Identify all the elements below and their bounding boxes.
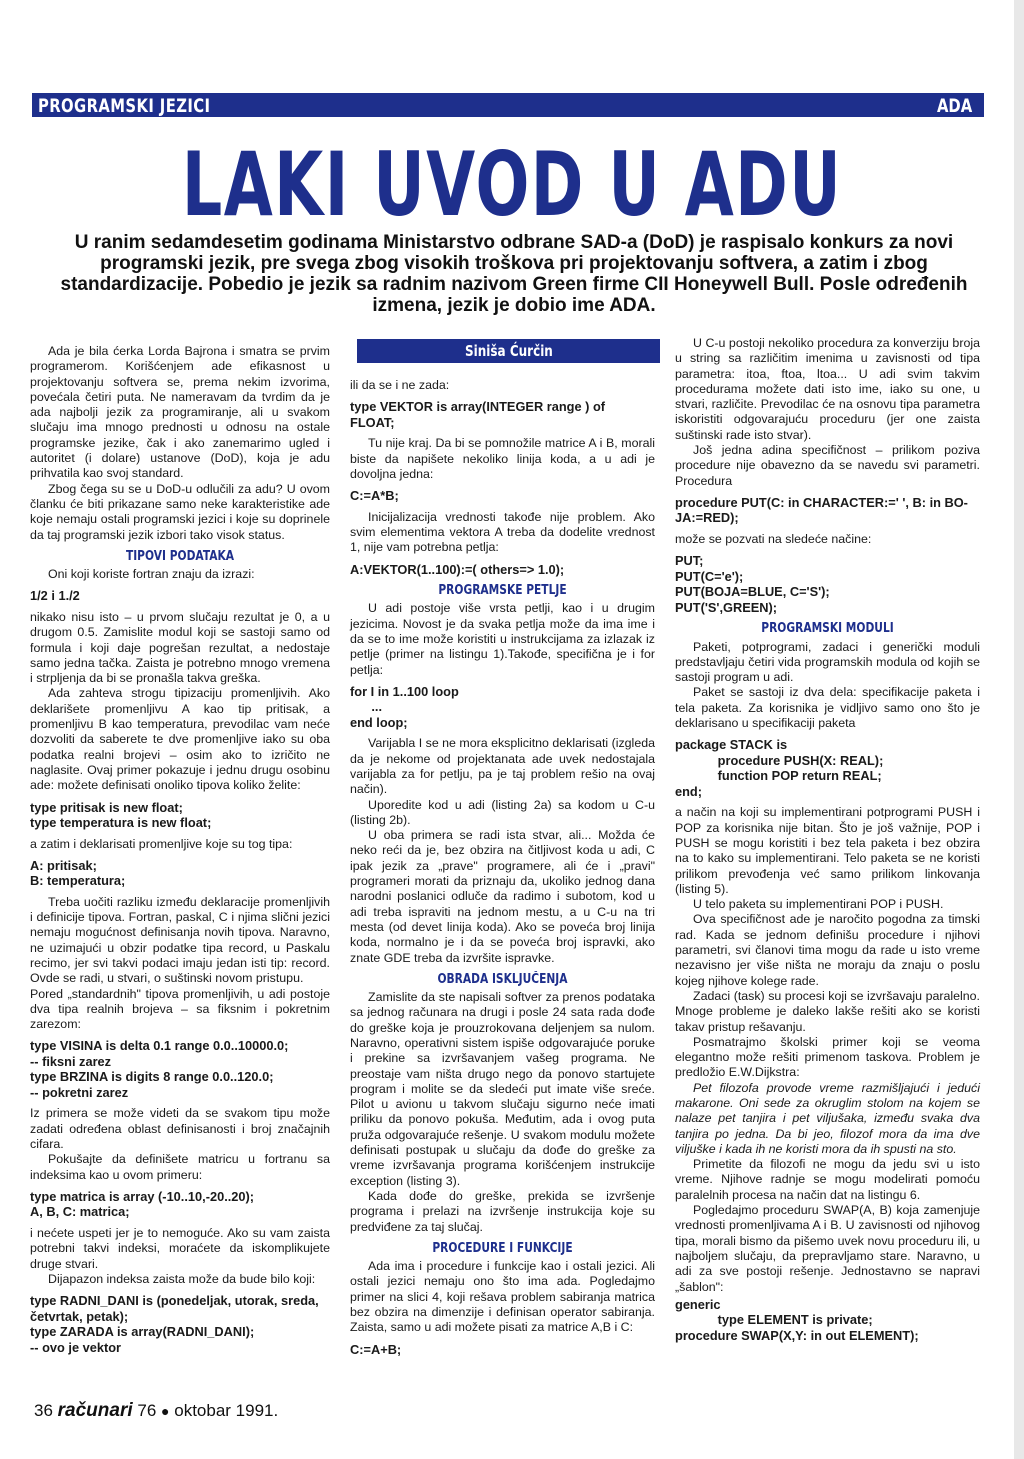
code-snippet: C:=A*B; (350, 488, 399, 504)
paragraph: a zatim i deklarisati promenljive koje su tog tipa: (30, 836, 293, 851)
code-snippet: package STACK is procedure PUSH(X: REAL); function POP return REAL; end; (675, 737, 884, 799)
paragraph: Iz primera se može videti da se svakom tipu može zadati određena oblast definisanosti i broj značajnih cifara. (30, 1106, 330, 1152)
paragraph: Još jedna adina specifičnost – prilikom poziva procedure nije obavezno da se navedu svi parametri. Procedura (675, 443, 980, 488)
paragraph: Oni koji koriste fortran znaju da izrazi: (48, 567, 255, 582)
paragraph: U telo paketa su implementirani POP i PUSH. (693, 897, 944, 912)
paragraph: U C-u postoji nekoliko procedura za konverziju broja u string sa različitim imenima u zavisnosti od tipa parametra: itoa, ftoa, ltoa... U adi svim takvim procedurama možete dati isto ime, iako su one, u stvari, različite. Prevodilac će na osnovu tipa parametra iskoristiti odgovarajuću proceduru (jer one zaista suštinski rade isto stvar). (675, 336, 980, 442)
section-heading: PROGRAMSKI MODULI (761, 621, 894, 637)
code-snippet: A: pritisak; B: temperatura; (30, 857, 126, 889)
column-3 (675, 336, 980, 1349)
article-title: LAKI UVOD U ADU (181, 133, 843, 236)
paragraph: Zadaci (task) su procesi koji se izvršavaju paralelno. Mnoge probleme je daleko lakše rešiti ako se koristi takav pristup rešavanju. (675, 988, 980, 1034)
section-banner (32, 93, 984, 117)
paragraph: Ada je bila ćerka Lorda Bajrona i smatra se prvim programerom. Korišćenjem ade efikasnost u projektovanju softvera se, prema nekim izvorima, povećala četiri puta. Ne nameravam da tvrdim da je ada najbolji jezik za programiranje, ali u svakom slučaju ima mnogo prednosti u odnosu na ostale programske jezike, čak i ako zanemarimo ugled i autoritet (i dolare) ustanove (DoD), koja je adu prihvatila kao svoj standard. (30, 344, 330, 481)
code-snippet: 1/2 i 1./2 (30, 588, 80, 604)
paragraph: Pokušajte da definišete matricu u fortranu sa indeksima kao u ovom primeru: (30, 1152, 330, 1182)
section-tag: ADA (936, 95, 972, 117)
paragraph: Uporedite kod u adi (listing 2a) sa kodom u C-u (listing 2b). (350, 797, 655, 827)
section-heading: OBRADA ISKLJUČENJA (437, 971, 568, 987)
paragraph: U adi postoje više vrsta petlji, kao i u drugim jezicima. Novost je da svaka petlja može da ima ime i da se to ime može koristiti u instrukcijama za izlazak iz petlje (primer na listingu 1).Takođe, specifična je i for petlja: (350, 601, 655, 677)
paragraph: Posmatrajmo školski primer koji se veoma elegantno može rešiti primenom taskova. Problem je predložio E.W.Dijkstra: (675, 1034, 980, 1080)
section-heading: PROGRAMSKE PETLJE (438, 583, 567, 599)
code-snippet: type matrica is array (-10..10,-20..20); A, B, C: matrica; (30, 1188, 255, 1220)
column-1 (30, 344, 330, 1361)
paragraph: Paketi, potprogrami, zadaci i generički moduli predstavljaju četiri vida programskih modula od kojih se sastoji program u adi. (675, 639, 980, 685)
author-name: Siniša Ćurčin (464, 342, 553, 360)
issue-date: oktobar 1991. (174, 1401, 279, 1420)
column-2 (350, 378, 655, 1363)
paragraph: Ova specifičnost ade je naročito pogodna za timski rad. Kada se jednom definišu procedure i njihovi parametri, svi članovi tima mogu da rade u isto vreme nezavisno jer više ništa ne moraju da znaju o poslu kojeg njihove kolege rade. (675, 912, 980, 988)
paragraph: Ada ima i procedure i funkcije kao i ostali jezici. Ali ostali jezici nemaju ono što ima ada. Pogledajmo primer na slici 4, koji rešava problem sabiranja matrica bez obzira na dimenzije i definisan operator sabiranja. Zaista, samo u adi možete pisati za matrice A,B i C: (350, 1259, 655, 1335)
section-heading: PROCEDURE I FUNKCIJE (432, 1240, 573, 1256)
paragraph: ili da se i ne zada: (350, 378, 450, 392)
code-snippet: for I in 1..100 loop ... end loop; (350, 683, 459, 730)
code-snippet: procedure PUT(C: in CHARACTER:=' ', B: in BO- JA:=RED); (675, 494, 968, 526)
paragraph: Tu nije kraj. Da bi se pomnožile matrice A i B, morali biste da napišete nekoliko linija koda, a u adi je dovoljna jedna: (350, 436, 655, 481)
paragraph: i nećete uspeti jer je to nemoguće. Ako su vam zaista potrebni takvi indeksi, moraćete da iskomplikujete druge stvari. (30, 1225, 330, 1271)
paragraph: Treba uočiti razliku između deklaracije promenljivih i definicije tipova. Fortran, paskal, C i njima slični jezici nemaju mogućnost definisanja novih tipova. Naravno, ne uzimajući u obzir podatke tipa record, u Paskalu recimo, jer svi takvi podaci imaju jedan isti tip: record. Ovde se radi, u stvari, o suštinski novom pristupu. (30, 894, 330, 986)
issue-number: 76 (137, 1401, 157, 1420)
code-snippet: type VEKTOR is array(INTEGER range ) of FLOAT; (350, 399, 606, 430)
magazine-name: računari (57, 1400, 133, 1421)
paragraph: Zbog čega su se u DoD-u odlučili za adu? U ovom članku će biti prikazane samo neke karakteristike ade koje nemaju ostali programski jezici i koje su doprinele da taj programski jezik izbori tako visok status. (30, 481, 330, 542)
paragraph: U oba primera se radi ista stvar, ali... Možda će neko reći da je, bez obzira na čitljivost koda u adi, C ipak jezik za „prave" programere, ali će i „pravi" programeri morati da priznaju da, ukoliko jednog dana narodni poslanici odluče da radimo i subotom, kod u adi treba ispraviti na jednom mestu, a u C-u na tri mesta (od devet linija koda). Ako se poveća broj linija koda, normalno je i da se poveća broj ispravki, ako znate GDE treba da izvršite ispravke. (350, 828, 655, 965)
code-snippet: generic type ELEMENT is private; procedure SWAP(X,Y: in out ELEMENT); (675, 1296, 919, 1343)
author-box (357, 339, 660, 363)
section-heading: TIPOVI PODATAKA (125, 548, 235, 564)
bullet-separator: ● (161, 1403, 170, 1419)
code-snippet: C:=A+B; (350, 1341, 402, 1357)
page-number: 36 (34, 1401, 53, 1420)
paragraph: Pogledajmo proceduru SWAP(A, B) koja zamenjuje vrednosti promenljivama A i B. U zavisnosti od njihovog tipa, morali bismo da pišemo uvek novu proceduru ili, u najboljem slučaju, da prepravljamo stare. Naravno, u adi za sve postoji rešenje. Jednostavno se napravi „šablon": (675, 1203, 980, 1294)
paragraph: Zamislite da ste napisali softver za prenos podataka sa jednog računara na drugi i posle 24 sata rada dođe do greške koja je prouzrokovana deljenjem sa nulom. Naravno, operativni sistem ispiše odgovarajuće poruke i prekine sa izvršavanjem vašeg programa. Ne preostaje vam ništa drugo nego da ponovo startujete program i molite se da sledeći put imate više sreće. Pilot u avionu u takvom slučaju sigurno neće imati priliku da ponovo pokuša. Međutim, ada i ovog puta pruža odgovarajuće rešenje. U svakom modulu možete definisati postupak u slučaju da dođe do greške za vreme izvršavanja programa korišćenjem instrukcije exception (listing 3). (350, 990, 655, 1188)
paragraph: nikako nisu isto – u prvom slučaju rezultat je 0, a u drugom 0.5. Zamislite modul koji se sastoji samo od formula i koji daje pogrešan rezultat, a nedostaje samo jedna tačka. Zaista je potrebno mnogo vremena i strpljenja da bi se pronašla takva greška. (30, 609, 330, 686)
page-edge (1014, 0, 1024, 1459)
paragraph: Primetite da filozofi ne mogu da jedu svi u isto vreme. Njihove radnje se mogu modelirati pomoću paralelnih procesa na način dat na listingu 6. (675, 1157, 980, 1202)
code-snippet: type RADNI_DANI is (ponedeljak, utorak, sreda, četvrtak, petak); type ZARADA is array(RADNI_DANI); -- ovo je vektor (30, 1293, 319, 1355)
paragraph: može se pozvati na sledeće načine: (675, 531, 872, 546)
paragraph: Dijapazon indeksa zaista može da bude bilo koji: (48, 1271, 316, 1286)
paragraph: Varijabla I se ne mora eksplicitno deklarisati (izgleda da je nekome od projektanata ade uvek nedostajala varijabla za for petlju, pa je taj problem rešio na ovaj način). (350, 736, 655, 797)
paragraph: Paket se sastoji iz dva dela: specifikacije paketa i tela paketa. Za korisnika je vidljivo samo ono što je deklarisano u specifikaciji paketa (675, 685, 980, 731)
code-snippet: PUT; PUT(C='e'); PUT(BOJA=BLUE, C='S'); PUT('S',GREEN); (675, 553, 830, 615)
page-footer (34, 1400, 278, 1422)
paragraph: Kada dođe do greške, prekida se izvršenje programa i prelazi na izvršenje instrukcija koje su predviđene za taj slučaj. (350, 1188, 655, 1234)
article-lead: U ranim sedamdesetim godinama Ministarstvo odbrane SAD-a (DoD) je raspisalo konkurs za novi programski jezik, pre svega zbog visokih troškova pri projektovanju softvera, a zatim i zbog standardizacije. Pobedio je jezik sa radnim nazivom Green firme CII Honeywell Bull. Posle određenih izmena, jezik je dobio ime ADA. (60, 232, 968, 316)
code-snippet: type pritisak is new float; type temperatura is new float; (30, 799, 212, 831)
quote-paragraph: Pet filozofa provode vreme razmišljajući i jedući makarone. Oni sede za okruglim stolom na kojem se nalaze pet tanjira i pet viljušaka, između svaka dva tanjira po jedna. Da bi jeo, filozof mora da ima dve viljuške i kada ih ne koristi mora da ih spusti na sto. (675, 1080, 980, 1156)
code-snippet: A:VEKTOR(1..100):=( others=> 1.0); (350, 561, 565, 577)
paragraph: a način na koji su implementirani potprogrami PUSH i POP za korisnika nije bitan. Što je još važnije, POP i PUSH se mogu koristiti i bez tela paketa i bez obzira na to kako su implementirani. Telo paketa se ne koristi prilikom prevođenja već samo prilikom linkovanja (listing 5). (675, 805, 980, 896)
paragraph: Pored „standardnih" tipova promenljivih, u adi postoje dva tipa realnih brojeva – sa fiksnim i pokretnim zarezom: (30, 986, 330, 1032)
paragraph: Inicijalizacija vrednosti takođe nije problem. Ako svim elementima vektora A treba da dodelite vrednost 1, nije vam potrebna petlja: (350, 509, 655, 555)
section-label: PROGRAMSKI JEZICI (38, 95, 211, 117)
code-snippet: type VISINA is delta 0.1 range 0.0..10000.0; -- fiksni zarez type BRZINA is digits 8 range 0.0..120.0; -- pokretni zarez (30, 1038, 289, 1100)
paragraph: Ada zahteva strogu tipizaciju promenljivih. Ako deklarišete promenljivu A kao tip pritisak, a promenljivu B kao temperatura, prevodilac vam neće dozvoliti da saberete te dve promenljive iako su oba podatka realni brojevi – osim ako to izričito ne naglasite. Ovaj primer pokazuje i jednu drugu osobinu ade: možete definisati onoliko tipova koliko želite: (30, 686, 330, 793)
